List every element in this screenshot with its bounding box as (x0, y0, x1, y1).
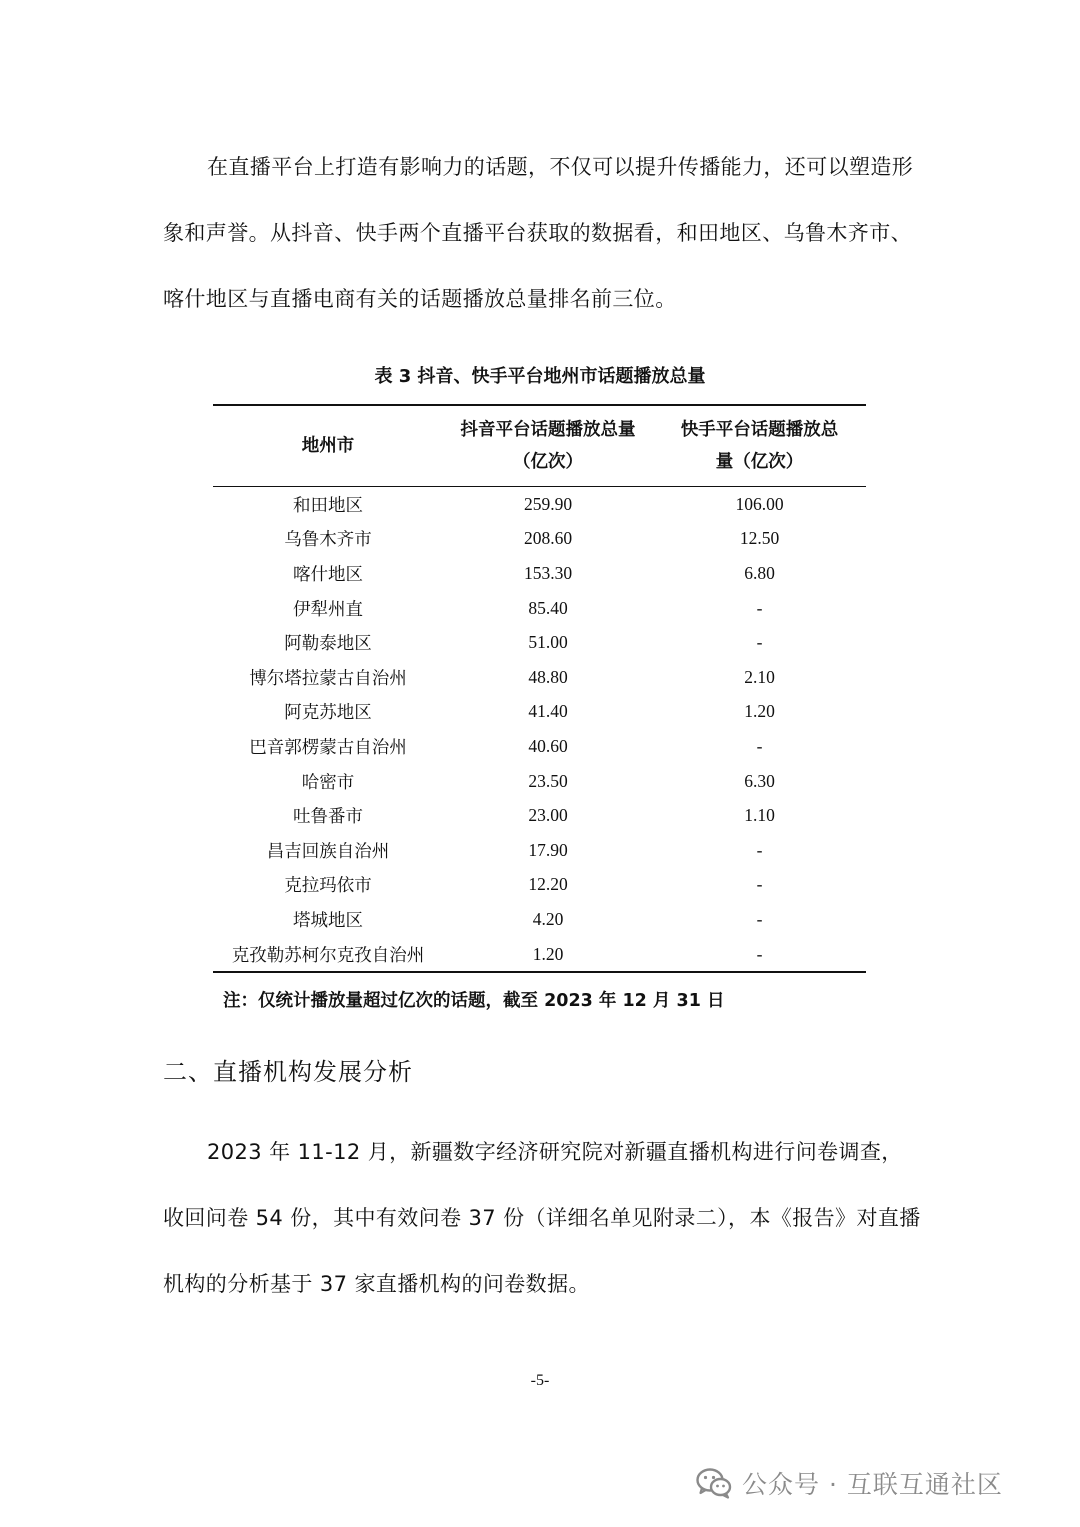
douyin-views-cell: 40.60 (528, 735, 568, 756)
region-cell: 塔城地区 (293, 910, 363, 931)
header-kuaishou-line2: 量（亿次） (715, 452, 804, 472)
header-region: 地州市 (213, 405, 443, 487)
douyin-views-cell: 12.20 (528, 874, 568, 895)
douyin-views-cell: 41.40 (528, 701, 568, 722)
table-row (213, 868, 866, 903)
table-row (213, 937, 866, 973)
wechat-icon (696, 1467, 732, 1499)
douyin-views-cell: 17.90 (528, 839, 568, 860)
kuaishou-views-cell: - (756, 874, 763, 895)
kuaishou-views-cell: - (756, 597, 763, 618)
region-cell: 吐鲁番市 (293, 807, 363, 828)
section-paragraph-text: 2023 年 11-12 月，新疆数字经济研究院对新疆直播机构进行问卷调查，收回问卷 54 份，其中有效问卷 37 份（详细名单见附录二），本《报告》对直播机构的分析基于 37 家直播机构的问卷数据。 (163, 1140, 921, 1296)
kuaishou-views-cell: 1.20 (744, 701, 775, 722)
header-douyin (443, 405, 653, 487)
region-cell: 博尔塔拉蒙古自治州 (249, 668, 407, 689)
douyin-views-cell: 208.60 (523, 528, 573, 549)
table-row (213, 522, 866, 557)
region-cell: 昌吉回族自治州 (266, 841, 390, 862)
table-row (213, 902, 866, 937)
douyin-views-cell: 23.50 (528, 770, 568, 791)
kuaishou-views-cell: 6.30 (744, 770, 775, 791)
kuaishou-views-cell: - (756, 735, 763, 756)
header-kuaishou (653, 405, 866, 487)
section-paragraph (163, 1119, 923, 1317)
header-douyin-line1: 抖音平台话题播放总量 (460, 420, 636, 440)
douyin-views-cell: 1.20 (532, 943, 564, 964)
region-cell: 乌鲁木齐市 (284, 530, 372, 551)
kuaishou-views-cell: 106.00 (735, 493, 784, 514)
table-row (213, 660, 866, 695)
kuaishou-views-cell: 1.10 (744, 805, 775, 826)
region-cell: 巴音郭楞蒙古自治州 (249, 737, 407, 758)
intro-paragraph (163, 134, 923, 332)
topic-views-table (213, 404, 866, 973)
table-row (213, 798, 866, 833)
region-cell: 哈密市 (301, 772, 355, 793)
douyin-views-cell: 4.20 (532, 908, 564, 929)
page-number: -5- (530, 1372, 550, 1389)
douyin-views-cell: 23.00 (528, 805, 568, 826)
douyin-views-cell: 259.90 (523, 493, 573, 514)
kuaishou-views-cell: 6.80 (744, 562, 775, 583)
douyin-views-cell: 85.40 (528, 597, 568, 618)
intro-paragraph-text: 在直播平台上打造有影响力的话题，不仅可以提升传播能力，还可以塑造形象和声誉。从抖音、快手两个直播平台获取的数据看，和田地区、乌鲁木齐市、喀什地区与直播电商有关的话题播放总量排名前三位。 (163, 155, 914, 311)
header-douyin-line2: （亿次） (513, 452, 583, 472)
table-row (213, 833, 866, 868)
section-heading: 二、直播机构发展分析 (163, 1058, 413, 1086)
region-cell: 喀什地区 (293, 564, 363, 585)
table-row (213, 695, 866, 730)
table-row (213, 625, 866, 660)
kuaishou-views-cell: - (756, 943, 763, 964)
table-header-row (213, 405, 866, 487)
table-row (213, 556, 866, 591)
watermark-text: 公众号 · 互联互通社区 (742, 1470, 1003, 1499)
kuaishou-views-cell: - (756, 839, 763, 860)
region-cell: 和田地区 (293, 495, 363, 516)
table-row (213, 591, 866, 626)
kuaishou-views-cell: 12.50 (739, 528, 780, 549)
kuaishou-views-cell: 2.10 (744, 666, 775, 687)
region-cell: 克拉玛依市 (284, 876, 372, 897)
region-cell: 阿克苏地区 (284, 703, 372, 724)
table-row (213, 487, 866, 522)
table-note: 注：仅统计播放量超过亿次的话题，截至 2023 年 12 月 31 日 (223, 991, 725, 1011)
watermark (696, 1460, 1003, 1506)
kuaishou-views-cell: - (756, 908, 763, 929)
table-row (213, 729, 866, 764)
region-cell: 阿勒泰地区 (284, 634, 372, 655)
table-caption: 表 3 抖音、快手平台地州市话题播放总量 (374, 366, 706, 387)
region-cell: 克孜勒苏柯尔克孜自治州 (231, 945, 425, 966)
kuaishou-views-cell: - (756, 632, 763, 653)
douyin-views-cell: 153.30 (523, 562, 573, 583)
douyin-views-cell: 48.80 (528, 666, 568, 687)
region-cell: 伊犁州直 (293, 599, 363, 620)
table-body (213, 487, 866, 973)
table-row (213, 764, 866, 799)
douyin-views-cell: 51.00 (528, 632, 568, 653)
header-kuaishou-line1: 快手平台话题播放总 (680, 420, 839, 440)
